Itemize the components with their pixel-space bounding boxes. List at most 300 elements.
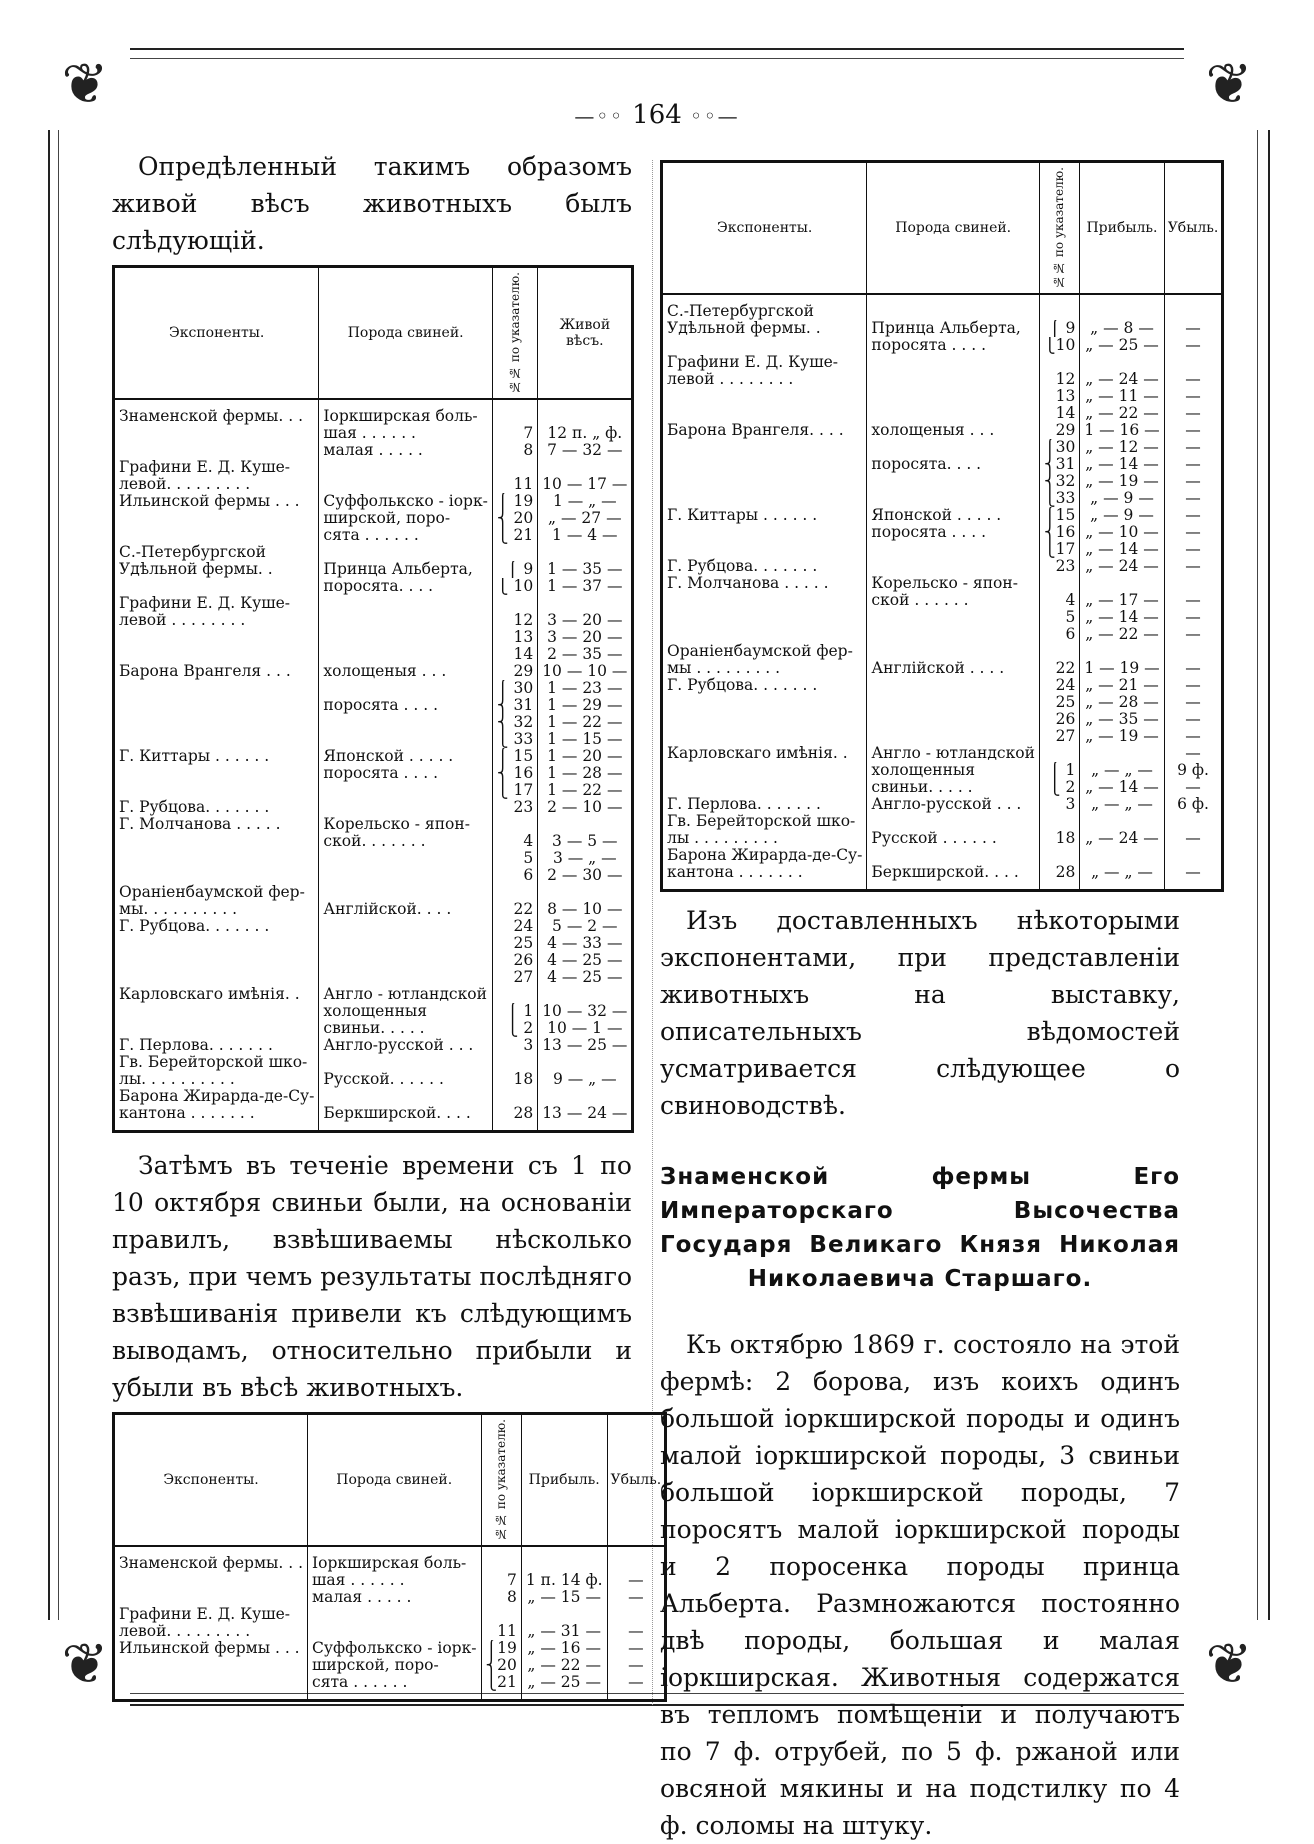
table-cell: — [1185,778,1201,796]
ornament-left: —◦◦ [574,104,624,128]
table-cell: 4 — 25 — [547,968,623,986]
table-cell [114,646,319,663]
table-cell: Корельско - япон- [867,575,1040,592]
column-header: Порода свиней. [319,267,492,399]
table-cell [538,459,633,476]
table-row [662,490,1223,507]
left-column [112,148,662,1702]
table-cell: „ — 19 — [1080,473,1164,490]
table-cell: Барона Врангеля . . . [114,663,319,680]
table-cell: свиньи. . . . . [867,779,1040,796]
table-cell: лы. . . . . . . . . . [114,1071,319,1088]
table-cell [114,782,319,799]
table-cell: 11 [492,476,537,493]
table-cell [867,813,1040,830]
table-cell: Графини Е. Д. Куше- [662,354,867,371]
table-cell: — [1185,404,1201,422]
table-cell [867,626,1040,643]
table-cell: „ — 11 — [1080,388,1164,405]
table-row [114,969,633,986]
table-cell: — [1185,625,1201,643]
table-cell: Ильинской фермы . . . [114,1640,308,1657]
table-cell: Суффолькско - іорк- [319,493,492,510]
table-cell [319,935,492,952]
middle-paragraph: Затѣмъ въ теченіе времени съ 1 по 10 октября свиньи были, на основаніи правилъ, взвѣшиваемы нѣсколько разъ, при чемъ результаты послѣдняго взвѣшиванія привели къ слѣдующимъ выводамъ, относительно прибыли и убыли въ вѣсѣ животныхъ. [112,1150,632,1402]
table-row [114,1071,633,1088]
table-cell [492,816,537,833]
table-cell [662,456,867,473]
table-cell: 8 — 10 — [547,900,623,918]
table-cell: мы . . . . . . . . . [662,660,867,677]
table-cell [867,371,1040,388]
table-cell: ⎩21 [481,1674,521,1691]
table-cell [114,1020,319,1037]
table-cell [114,1572,308,1589]
table-row [114,697,633,714]
table-cell [114,629,319,646]
table-cell: 6 [1039,626,1079,643]
table-row [114,850,633,867]
table-row [114,646,633,663]
table-cell: левой . . . . . . . . [114,612,319,629]
table-cell: 22 [1039,660,1079,677]
table-cell: Карловскаго имѣнія. . [114,986,319,1003]
table-cell: „ — 12 — [1080,439,1164,456]
table-row [662,354,1223,371]
table-cell: 9 — „ — [552,1070,617,1088]
table-cell [1039,354,1079,371]
table-cell [867,388,1040,405]
table-cell: 24 [492,918,537,935]
table-cell: 22 [492,901,537,918]
table-cell [1164,847,1223,864]
table-cell [662,609,867,626]
table-cell [319,595,492,612]
table-cell: 12 п. „ ф. [547,424,623,442]
table-cell: 25 [1039,694,1079,711]
table-cell [1164,575,1223,592]
table-cell [867,354,1040,371]
table-cell [114,765,319,782]
table-cell: „ — 9 — [1080,490,1164,507]
table-cell: ⎩17 [1039,541,1079,558]
table-cell [492,1088,537,1105]
table-cell: „ — 22 — [1080,405,1164,422]
table-cell: Англо-русской . . . [319,1037,492,1054]
table-cell: ⎧15 [1039,507,1079,524]
corner-ornament-bottom-right: ❦ [1184,1620,1274,1710]
table-row [114,765,633,782]
table-cell [319,646,492,663]
table-cell: 18 [492,1071,537,1088]
column-header: Убыль. [607,1413,666,1545]
table-row [662,388,1223,405]
table-cell: ⎩33 [1039,490,1079,507]
table-row [114,884,633,901]
table-row [114,986,633,1003]
table-cell [1039,303,1079,320]
table-cell: 5 — 2 — [552,917,618,935]
table-row [662,813,1223,830]
table-cell: — [628,1588,644,1606]
table-cell: 1 — 16 — [1080,422,1164,439]
table-cell [481,1555,521,1572]
table-cell: Г. Перлова. . . . . . . [114,1037,319,1054]
table-cell: 11 [481,1623,521,1640]
table-row [114,425,633,442]
table-cell [538,986,633,1003]
table-cell [319,544,492,561]
table-cell: сята . . . . . . [319,527,492,544]
paragraph-farm-details: Къ октябрю 1869 г. состояло на этой фермѣ: 2 борова, изъ коихъ одинъ большой іоркширской породы и одинъ малой іоркширской породы, 3 свиньи большой іоркширской породы, 7 поросятъ малой іоркширской породы и 2 поросенка породы принца Альберта. Размножаются постоянно двѣ породы, большая и малая іоркширская. Животныя содержатся въ тепломъ помѣщеніи и получаютъ по 7 ф. отрубей, по 5 ф. ржаной или овсяной мякины и на подстилку по 4 ф. соломы на штуку. [660,1329,1180,1840]
table-cell [867,541,1040,558]
table-cell: — [1185,608,1201,626]
table-row [662,592,1223,609]
column-header: №№ по указателю. [481,1413,521,1545]
table-cell [1080,303,1164,320]
table-cell: Г. Рубцова. . . . . . . [662,558,867,575]
table-cell: кантона . . . . . . . [662,864,867,881]
table-cell [114,969,319,986]
page-number: 164 [632,100,682,130]
table-cell: — [1185,659,1201,677]
table-row [114,493,633,510]
table-cell: С.-Петербургской [662,303,867,320]
table-cell: Г. Рубцова. . . . . . . [114,799,319,816]
table-cell: 2 — 30 — [547,866,623,884]
table-cell: Графини Е. Д. Куше- [114,1606,308,1623]
table-cell [867,303,1040,320]
table-cell: 5 [1039,609,1079,626]
table-cell: „ — 17 — [1080,592,1164,609]
intro-paragraph: Опредѣленный такимъ образомъ живой вѣсъ животныхъ былъ слѣдующій. [112,152,632,255]
table-cell: 4 — 25 — [547,951,623,969]
right-column [660,160,1219,1844]
column-header: Экспоненты. [114,1413,308,1545]
table-row [662,779,1223,796]
table-cell: ⎧ 1 [1039,762,1079,779]
table-row [114,612,633,629]
table-cell: Русской . . . . . . [867,830,1040,847]
table-row [114,1657,666,1674]
table-cell [662,473,867,490]
table-cell: Англо - ютландской [319,986,492,1003]
table-cell [662,388,867,405]
table-cell [1039,813,1079,830]
table-cell: Графини Е. Д. Куше- [114,595,319,612]
table-cell: 7 [492,425,537,442]
table-cell: Японской . . . . . [867,507,1040,524]
table-cell [308,1606,481,1623]
table-gain-loss-2 [660,160,1219,892]
table-cell: 28 [492,1105,537,1122]
table-row [662,541,1223,558]
table-cell: холощенныя [867,762,1040,779]
table-cell: Гв. Берейторской шко- [662,813,867,830]
table-row [662,745,1223,762]
table-cell: Іоркширская боль- [319,408,492,425]
table-row [662,660,1223,677]
table-cell: 5 [492,850,537,867]
table-cell: „ — 21 — [1080,677,1164,694]
table-cell: Іоркширская боль- [308,1555,481,1572]
table-cell: Г. Молчанова . . . . . [662,575,867,592]
table-row [662,626,1223,643]
table-cell: ⎨ 20 [492,510,537,527]
table-cell [867,558,1040,575]
table-cell: Японской . . . . . [319,748,492,765]
table-cell: — [1185,438,1201,456]
table-cell: — [628,1673,644,1691]
table-cell: „ — 9 — [1080,507,1164,524]
table-cell [114,1674,308,1691]
table-cell [867,473,1040,490]
table-cell [662,626,867,643]
table-cell: ⎩ 21 [492,527,537,544]
table-cell: 4 [492,833,537,850]
table-cell: ской. . . . . . . [319,833,492,850]
table-cell [662,405,867,422]
table-row [662,694,1223,711]
table-cell [662,490,867,507]
table-cell [1080,847,1164,864]
table-row [114,1105,633,1122]
table-row [662,830,1223,847]
table-row [114,595,633,612]
table-cell [114,731,319,748]
table-cell: Беркширской. . . . [319,1105,492,1122]
table-cell [114,510,319,527]
table-cell: 3 — 20 — [547,628,623,646]
table-cell [538,408,633,425]
table-cell: Ильинской фермы . . . [114,493,319,510]
table-cell: 12 [1039,371,1079,388]
table-cell: — [1185,421,1201,439]
table-cell: кантона . . . . . . . [114,1105,319,1122]
table-row [114,510,633,527]
table-cell: ⎨ 32 [492,714,537,731]
table-cell [662,337,867,354]
table-cell: 8 [481,1589,521,1606]
table-cell: ширской, поро- [319,510,492,527]
table-cell: — [1185,557,1201,575]
table-row [114,816,633,833]
table-row [662,507,1223,524]
table-cell [319,459,492,476]
table-cell: 1 — 28 — [547,764,623,782]
table-cell [114,867,319,884]
table-cell: — [1185,540,1201,558]
table-cell: Г. Рубцова. . . . . . . [662,677,867,694]
table-cell [662,762,867,779]
table-cell: Англійской . . . . [867,660,1040,677]
table-cell [521,1555,607,1572]
table-cell: ⎩ 2 [1039,779,1079,796]
table-row [114,459,633,476]
table-cell [319,884,492,901]
table-cell: 1 п. 14 ф. [521,1572,607,1589]
table-cell [607,1606,666,1623]
table-cell: — [1185,472,1201,490]
column-header: Убыль. [1164,162,1223,294]
table-row [114,408,633,425]
table-cell: ширской, поро- [308,1657,481,1674]
table-row [114,833,633,850]
table-row [114,799,633,816]
table-cell [538,884,633,901]
table-cell: — [1185,863,1201,881]
table-cell [607,1555,666,1572]
table-cell: 13 [1039,388,1079,405]
table-cell: левой. . . . . . . . . [114,476,319,493]
table-cell: — [1185,387,1201,405]
table-row [114,476,633,493]
table-cell: Корельско - япон- [319,816,492,833]
table-cell: шая . . . . . . [319,425,492,442]
table-cell: 10 — 1 — [547,1019,623,1037]
table-cell [867,694,1040,711]
table-cell: „ — 22 — [521,1657,607,1674]
table-cell: „ — 31 — [521,1623,607,1640]
table-cell: 1 — 23 — [547,679,623,697]
table-cell: мы. . . . . . . . . . [114,901,319,918]
table-row [662,558,1223,575]
table-cell: 3 [492,1037,537,1054]
table-cell [662,541,867,558]
table-cell [319,969,492,986]
table-cell: — [1185,829,1201,847]
table-cell [114,714,319,731]
table-cell: — [1185,710,1201,728]
table-row [662,473,1223,490]
table-cell: — [628,1656,644,1674]
table-cell: 28 [1039,864,1079,881]
table-cell [1164,643,1223,660]
table-cell: „ — 8 — [1080,320,1164,337]
table-cell [319,918,492,935]
table-row [114,1003,633,1020]
table-live-weight [112,265,632,1133]
table-cell: Англо - ютландской [867,745,1040,762]
table-row [662,371,1223,388]
table-cell: Г. Киттары . . . . . . [114,748,319,765]
table-cell [867,439,1040,456]
column-header: Экспоненты. [114,267,319,399]
table-cell: ⎨ 31 [492,697,537,714]
table-cell: Знаменской фермы. . . [114,1555,308,1572]
table-cell: — [1185,319,1201,337]
table-cell: ⎩10 [1039,337,1079,354]
table-row [114,561,633,578]
table-cell: поросята. . . . [319,578,492,595]
table-cell: поросята . . . . [319,765,492,782]
table-row [114,1640,666,1657]
table-cell: 26 [492,952,537,969]
table-cell [662,694,867,711]
table-cell [319,850,492,867]
table-row [662,405,1223,422]
table-cell: Удѣльной фермы. . [662,320,867,337]
table-cell: 27 [1039,728,1079,745]
table-cell: Г. Рубцова. . . . . . . [114,918,319,935]
table-cell [319,799,492,816]
table-cell [114,833,319,850]
table-cell [114,697,319,714]
corner-ornament-top-right: ❦ [1184,40,1274,130]
table-row [114,1623,666,1640]
table-cell [114,935,319,952]
table-row [114,731,633,748]
table-cell [114,1657,308,1674]
table-cell: ⎧19 [481,1640,521,1657]
table-cell [521,1606,607,1623]
table-cell: 10 — 17 — [542,475,628,493]
table-cell: 6 ф. [1177,795,1209,813]
table-cell [538,595,633,612]
table-cell: — [1185,455,1201,473]
table-cell: Русской. . . . . . [319,1071,492,1088]
table-cell: лы . . . . . . . . . [662,830,867,847]
table-cell [114,680,319,697]
table-cell [114,1589,308,1606]
table-cell [492,544,537,561]
table-cell [114,1003,319,1020]
table-row [114,1020,633,1037]
table-cell: „ — 25 — [1080,337,1164,354]
column-header: №№ по указателю. [492,267,537,399]
table-cell: малая . . . . . [319,442,492,459]
table-cell [1164,813,1223,830]
table-cell: 1 — 15 — [547,730,623,748]
table-cell: 3 — 5 — [552,832,618,850]
table-cell: „ — 24 — [1080,371,1164,388]
table-row [662,303,1223,320]
table-cell: „ — 28 — [1080,694,1164,711]
table-cell [319,612,492,629]
table-cell: Гв. Берейторской шко- [114,1054,319,1071]
table-cell: 1 — 19 — [1080,660,1164,677]
table-cell: Ораніенбаумской фер- [114,884,319,901]
table-cell: ⎧30 [1039,439,1079,456]
table-cell: 1 — 35 — [547,560,623,578]
table-cell: — [1185,370,1201,388]
table-cell: 9 ф. [1177,761,1209,779]
ornament-right: ◦◦— [690,104,740,128]
table-cell [1080,745,1164,762]
table-cell: 2 — 35 — [547,645,623,663]
table-cell [114,425,319,442]
table-row [114,1037,633,1054]
table-cell: 10 — 10 — [542,662,628,680]
table-cell: холощеныя . . . [319,663,492,680]
table-cell: „ — 14 — [1080,541,1164,558]
column-header: Живой вѣсъ. [538,267,633,399]
table-row [114,1088,633,1105]
table-row [662,456,1223,473]
table-row [114,952,633,969]
table-row [662,728,1223,745]
table-cell [1039,745,1079,762]
table-cell: Знаменской фермы. . . [114,408,319,425]
table-cell: 26 [1039,711,1079,728]
table-row [662,711,1223,728]
table-cell: Графини Е. Д. Куше- [114,459,319,476]
table-row [662,575,1223,592]
table-cell: 13 [492,629,537,646]
table-cell [662,711,867,728]
table-cell: ⎨ 16 [492,765,537,782]
table-cell [662,524,867,541]
